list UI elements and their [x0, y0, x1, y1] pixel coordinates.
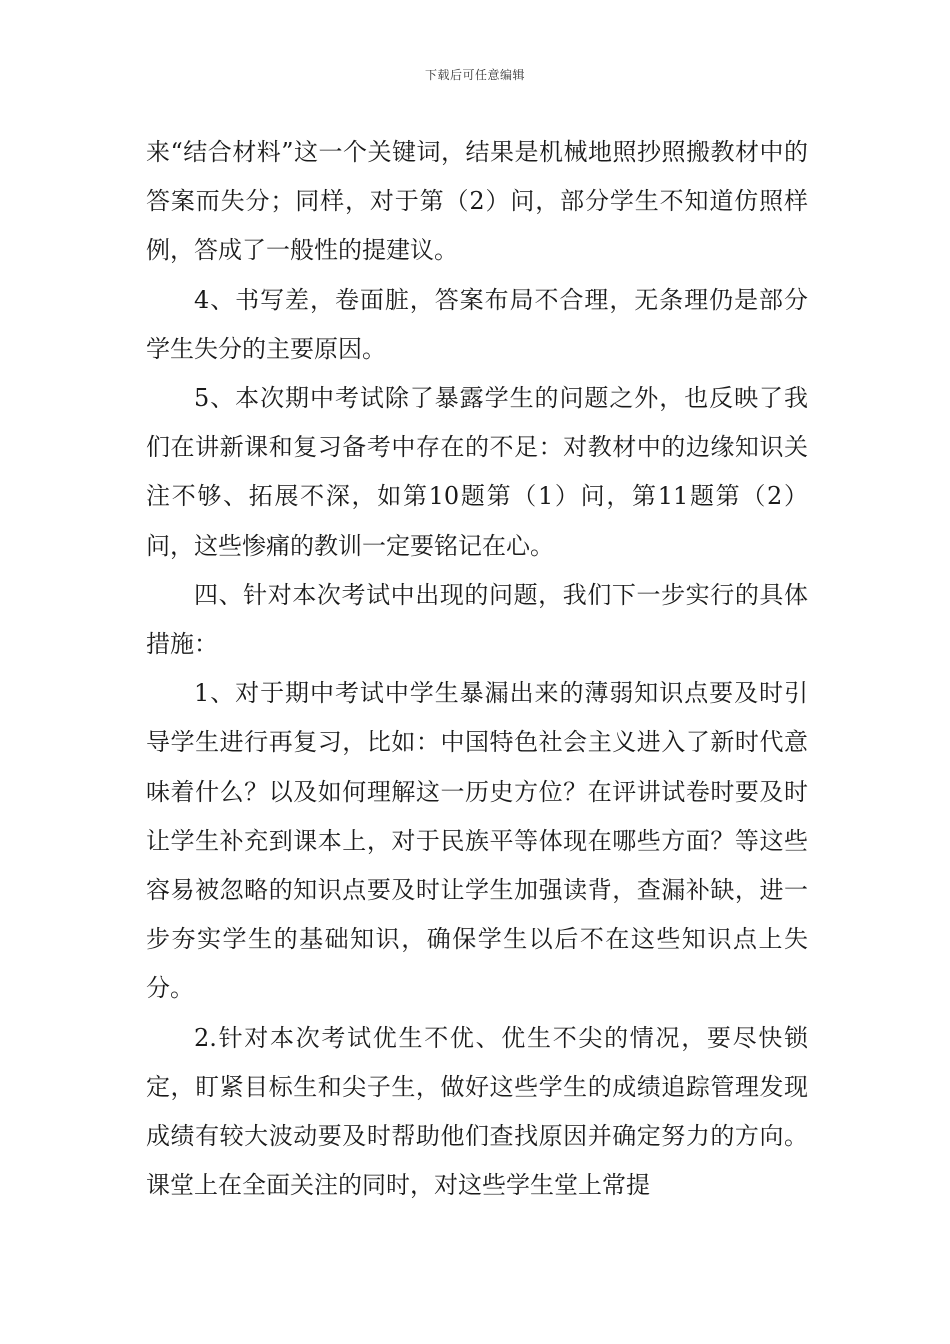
- document-body: [146, 128, 808, 1210]
- paragraph-point-4: 4、书写差，卷面脏，答案布局不合理，无条理仍是部分学生失分的主要原因。: [146, 285, 808, 363]
- paragraph-measure-1: 1、对于期中考试中学生暴漏出来的薄弱知识点要及时引导学生进行再复习，比如：中国特色社会主义进入了新时代意味着什么？以及如何理解这一历史方位？在评讲试卷时要及时让学生补充到课本上，对于民族平等体现在哪些方面？等这些容易被忽略的知识点要及时让学生加强读背，查漏补缺，进一步夯实学生的基础知识，确保学生以后不在这些知识点上失分。: [146, 679, 808, 1003]
- page-header: 下载后可任意编辑: [424, 68, 525, 82]
- paragraph-continuation: 来“结合材料”这一个关键词，结果是机械地照抄照搬教材中的答案而失分；同样，对于第（2）问，部分学生不知道仿照样例，答成了一般性的提建议。: [146, 138, 808, 265]
- paragraph-point-5: 5、本次期中考试除了暴露学生的问题之外，也反映了我们在讲新课和复习备考中存在的不足：对教材中的边缘知识关注不够、拓展不深，如第10题第（1）问，第11题第（2）问，这些惨痛的教训一定要铭记在心。: [146, 384, 808, 560]
- paragraph-section-4-heading: 四、针对本次考试中出现的问题，我们下一步实行的具体措施：: [146, 580, 808, 659]
- paragraph-measure-2: 2.针对本次考试优生不优、优生不尖的情况，要尽快锁定，盯紧目标生和尖子生，做好这些学生的成绩追踪管理发现成绩有较大波动要及时帮助他们查找原因并确定努力的方向。课堂上在全面关注的同时，对这些学生堂上常提: [146, 1023, 808, 1200]
